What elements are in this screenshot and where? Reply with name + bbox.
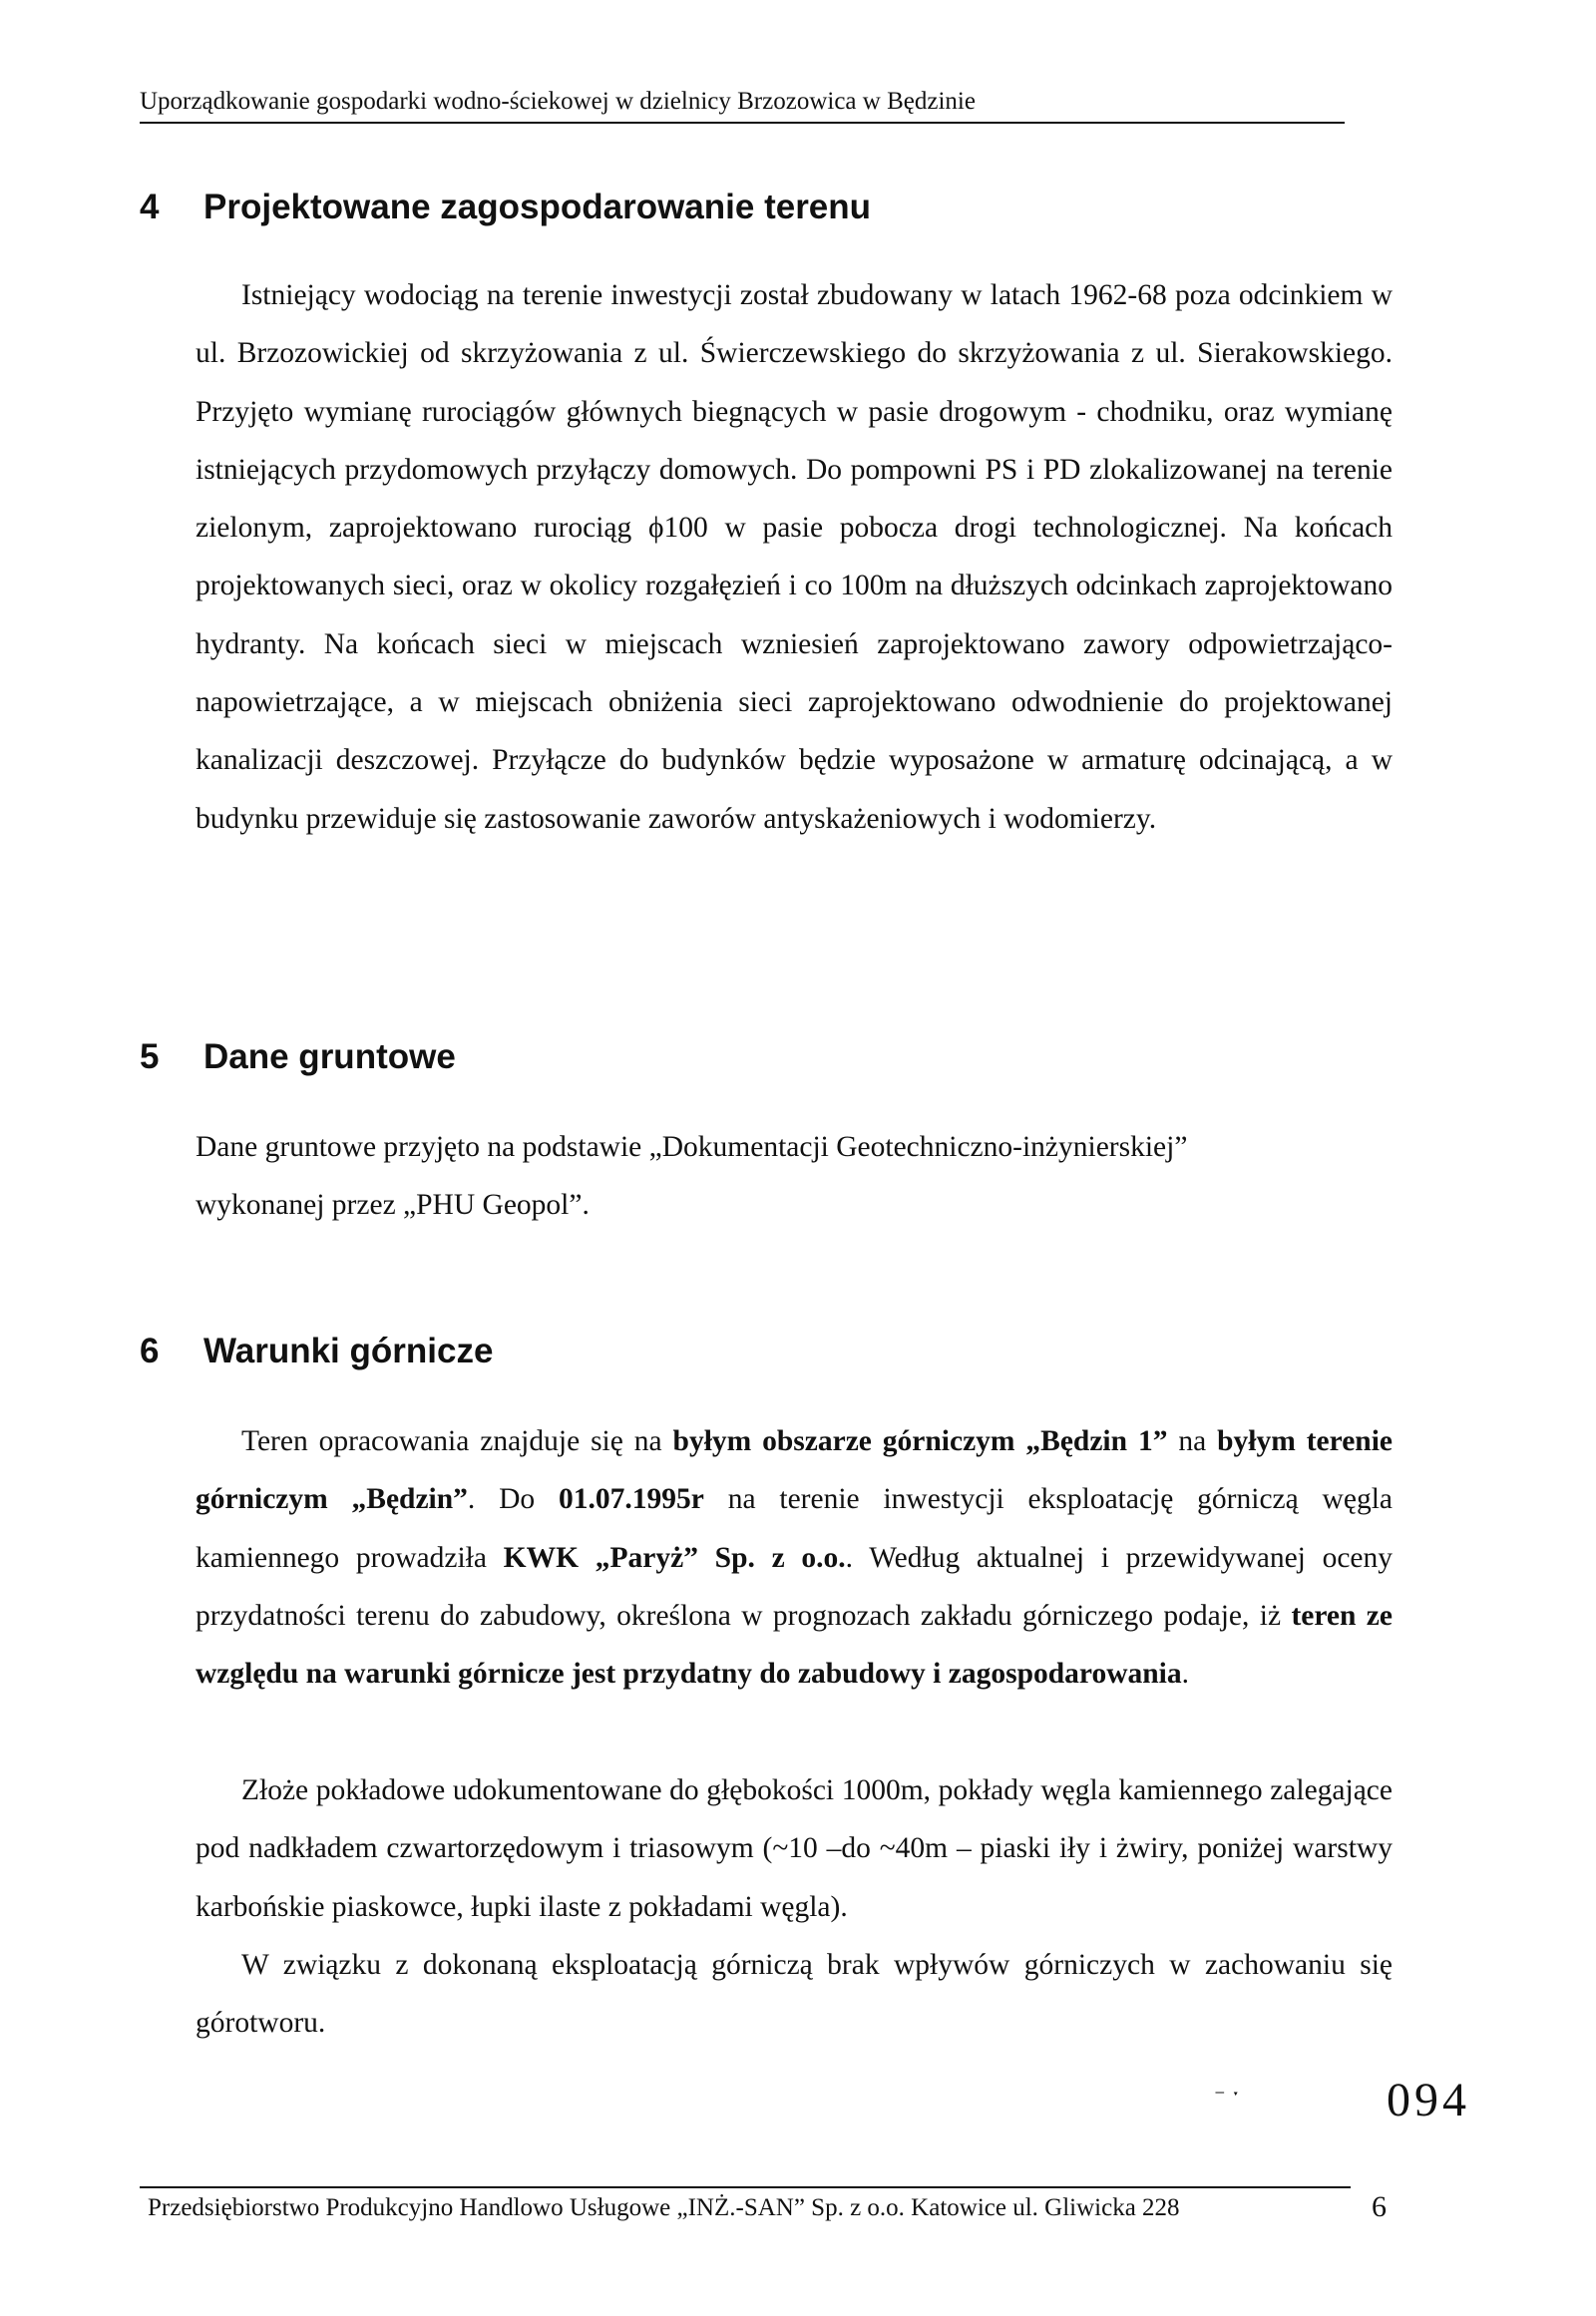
text-run: W związku z dokonaną eksploatacją górniczą brak wpływów górniczych w zachowaniu się górotworu. (196, 1949, 1393, 2040)
section-title: Warunki górnicze (203, 1332, 494, 1370)
section-number: 5 (140, 1037, 160, 1076)
text-run: . Do (467, 1483, 560, 1516)
paragraph (196, 1936, 1393, 2053)
paragraph (196, 266, 1393, 848)
handwritten-mark: ⁻ ˑ (1214, 2085, 1241, 2110)
section-title: Dane gruntowe (203, 1037, 456, 1076)
section-number: 4 (140, 188, 160, 226)
section-number: 6 (140, 1332, 160, 1370)
section-heading-6 (140, 1332, 493, 1371)
text-run: Teren opracowania znajduje się na (241, 1425, 673, 1457)
paragraph (196, 1412, 1393, 1703)
text-run: . (1181, 1658, 1189, 1691)
footer-rule (140, 2186, 1351, 2188)
text-run: . Według aktualnej i przewidywanej oceny przydatności terenu do zabudowy, określona w prognozach zakładu górniczego podaje, iż (196, 1541, 1394, 1632)
bold-text-run: byłym terenie górniczym „Będzin” (196, 1425, 1393, 1516)
text-run: Złoże pokładowe udokumentowane do głębokości 1000m, pokłady węgla kamiennego zalegające pod nadkładem czwartorzędowym i triasowym (~10 –do ~40m – piaski iły i żwiry, poniżej warstwy karbońskie piaskowce, łupki ilaste z pokładami węgla). (196, 1774, 1393, 1923)
bold-text-run: byłym obszarze górniczym „Będzin 1” (672, 1425, 1168, 1457)
bold-text-run: teren ze względu na warunki górnicze jest przydatny do zabudowy i zagospodarowania (196, 1599, 1393, 1691)
bold-text-run: 01.07.1995r (559, 1483, 704, 1516)
section-title: Projektowane zagospodarowanie terenu (203, 188, 872, 226)
section-heading-5 (140, 1037, 456, 1077)
text-run: Istniejący wodociąg na terenie inwestycji został zbudowany w latach 1962-68 poza odcinkiem w ul. Brzozowickiej od skrzyżowania z ul. Świerczewskiego do skrzyżowania z ul. Sierakowskiego. Przyjęto wymianę rurociągów głównych biegnących w pasie drogowym - chodniku, oraz wymianę istniejących przydomowych przyłączy domowych. Do pompowni PS i PD zlokalizowanej na terenie zielonym, zaprojektowano rurociąg ϕ100 w pasie pobocza drogi technologicznej. Na końcach projektowanych sieci, oraz w okolicy rozgałęzień i co 100m na dłuższych odcinkach zaprojektowano hydranty. Na końcach sieci w miejscach wzniesień zaprojektowano zawory odpowietrzająco-napowietrzające, a w miejscach obniżenia sieci zaprojektowano odwodnienie do projektowanej kanalizacji deszczowej. Przyłącze do budynków będzie wyposażone w armaturę odcinającą, a w budynku przewiduje się zastosowanie zaworów antyskażeniowych i wodomierzy. (196, 279, 1393, 835)
text-run: Dane gruntowe przyjęto na podstawie „Dokumentacji Geotechniczno-inżynierskiej” wykonanej przez „PHU Geopol”. (196, 1131, 1188, 1222)
footer-text: Przedsiębiorstwo Produkcyjno Handlowo Usługowe „INŻ.-SAN” Sp. z o.o. Katowice ul. Gliwicka 228 (148, 2194, 1180, 2221)
page-number: 6 (1372, 2190, 1387, 2223)
page-stamp: 094 (1387, 2074, 1470, 2126)
text-run: na (1167, 1425, 1218, 1457)
paragraph (196, 1118, 1283, 1235)
running-header: Uporządkowanie gospodarki wodno-ściekowej w dzielnicy Brzozowica w Będzinie (140, 88, 1345, 124)
text-run: na terenie inwestycji eksploatację górniczą węgla kamiennego prowadziła (196, 1483, 1393, 1574)
paragraph (196, 1761, 1393, 1936)
section-heading-4 (140, 188, 871, 227)
bold-text-run: KWK „Paryż” Sp. z o.o. (503, 1541, 846, 1574)
